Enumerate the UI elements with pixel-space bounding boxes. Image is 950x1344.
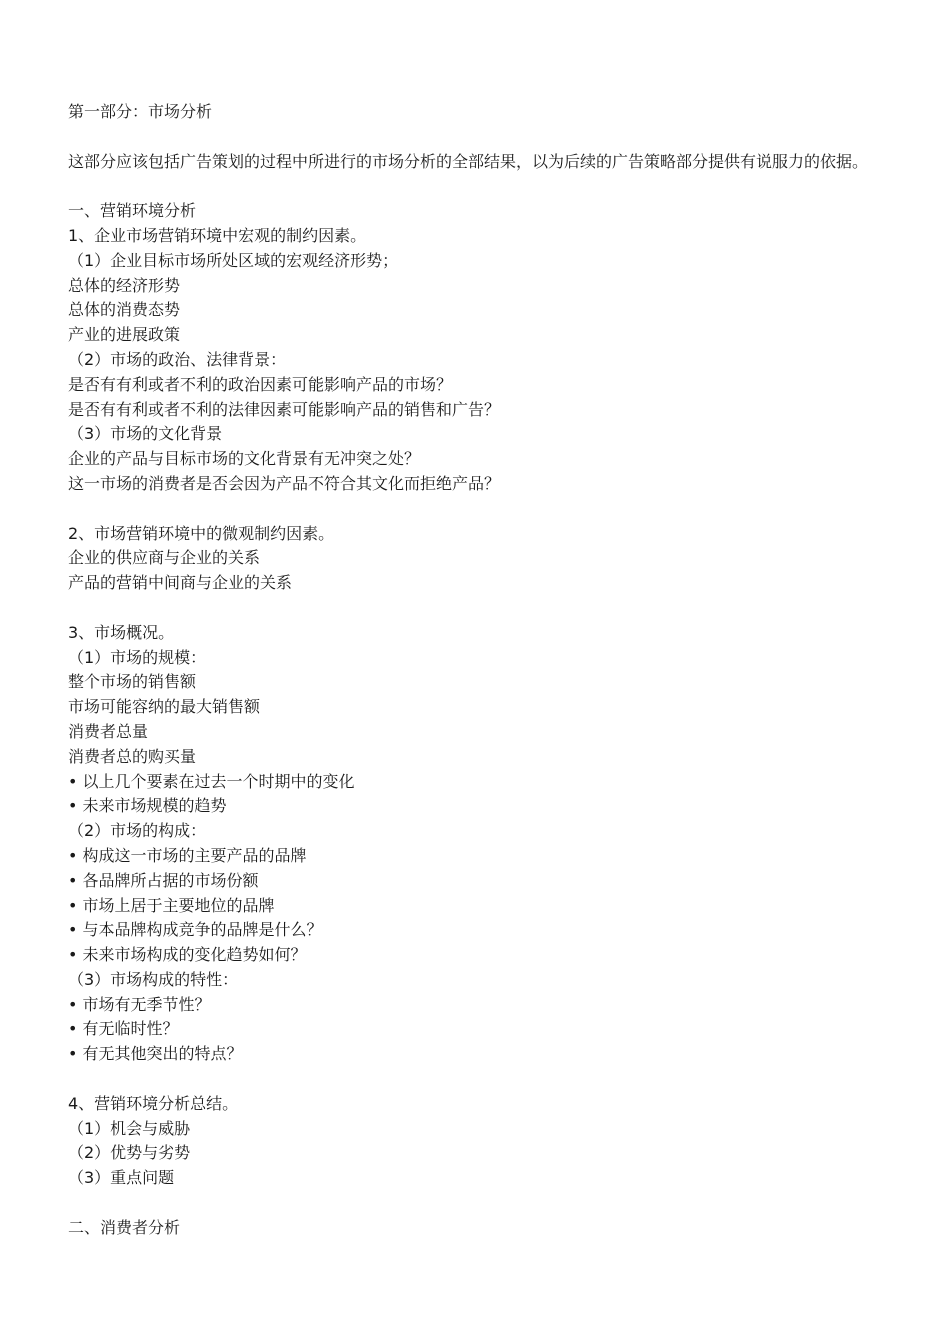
- bullet-item: • 有无其他突出的特点？: [68, 1044, 243, 1064]
- list-item: （1）市场的规模：: [68, 647, 207, 667]
- list-item: 是否有有利或者不利的法律因素可能影响产品的销售和广告？: [68, 399, 501, 419]
- bullet-item: • 有无临时性？: [68, 1019, 179, 1039]
- bullet-item: • 以上几个要素在过去一个时期中的变化: [68, 771, 355, 791]
- bullet-item: • 未来市场规模的趋势: [68, 796, 227, 816]
- part-title: 第一部分：市场分析: [68, 102, 213, 121]
- blank-line: [68, 1191, 888, 1216]
- list-item: 产品的营销中间商与企业的关系: [68, 573, 293, 593]
- list-item: 这一市场的消费者是否会因为产品不符合其文化而拒绝产品？: [68, 473, 501, 493]
- blank-line: [68, 596, 888, 621]
- section-heading: 一、营销环境分析: [68, 201, 197, 221]
- list-item: （1）机会与威胁: [68, 1118, 191, 1138]
- blank-line: [68, 497, 888, 522]
- bullet-item: • 市场有无季节性？: [68, 994, 211, 1014]
- subsection-heading: 2、市场营销环境中的微观制约因素。: [68, 523, 335, 543]
- list-item: 市场可能容纳的最大销售额: [68, 697, 261, 717]
- section-heading: 二、消费者分析: [68, 1217, 181, 1237]
- list-item: 整个市场的销售额: [68, 672, 197, 692]
- bullet-item: • 构成这一市场的主要产品的品牌: [68, 845, 307, 865]
- list-item: 产业的进展政策: [68, 325, 181, 345]
- list-item: 消费者总量: [68, 721, 149, 741]
- blank-line: [68, 174, 888, 199]
- bullet-item: • 与本品牌构成竞争的品牌是什么？: [68, 920, 323, 940]
- document-page: [68, 100, 888, 1241]
- list-item: （3）市场的文化背景: [68, 424, 223, 444]
- list-item: 总体的经济形势: [68, 275, 181, 295]
- list-item: （3）市场构成的特性：: [68, 969, 239, 989]
- intro-paragraph: 这部分应该包括广告策划的过程中所进行的市场分析的全部结果，以为后续的广告策略部分提供有说服力的依据。: [68, 151, 869, 171]
- list-item: 企业的产品与目标市场的文化背景有无冲突之处？: [68, 449, 421, 469]
- bullet-item: • 市场上居于主要地位的品牌: [68, 895, 275, 915]
- list-item: （2）优势与劣势: [68, 1143, 191, 1163]
- bullet-item: • 未来市场构成的变化趋势如何？: [68, 945, 307, 965]
- list-item: （2）市场的构成：: [68, 821, 207, 841]
- subsection-heading: 4、营销环境分析总结。: [68, 1093, 239, 1113]
- list-item: （3）重点问题: [68, 1168, 175, 1188]
- list-item: （1）企业目标市场所处区域的宏观经济形势；: [68, 250, 399, 270]
- list-item: （2）市场的政治、法律背景：: [68, 349, 287, 369]
- blank-line: [68, 1067, 888, 1092]
- subsection-heading: 1、企业市场营销环境中宏观的制约因素。: [68, 225, 367, 245]
- blank-line: [68, 125, 888, 150]
- list-item: 企业的供应商与企业的关系: [68, 548, 261, 568]
- subsection-heading: 3、市场概况。: [68, 622, 175, 642]
- list-item: 消费者总的购买量: [68, 746, 197, 766]
- list-item: 总体的消费态势: [68, 300, 181, 320]
- bullet-item: • 各品牌所占据的市场份额: [68, 870, 259, 890]
- list-item: 是否有有利或者不利的政治因素可能影响产品的市场？: [68, 374, 453, 394]
